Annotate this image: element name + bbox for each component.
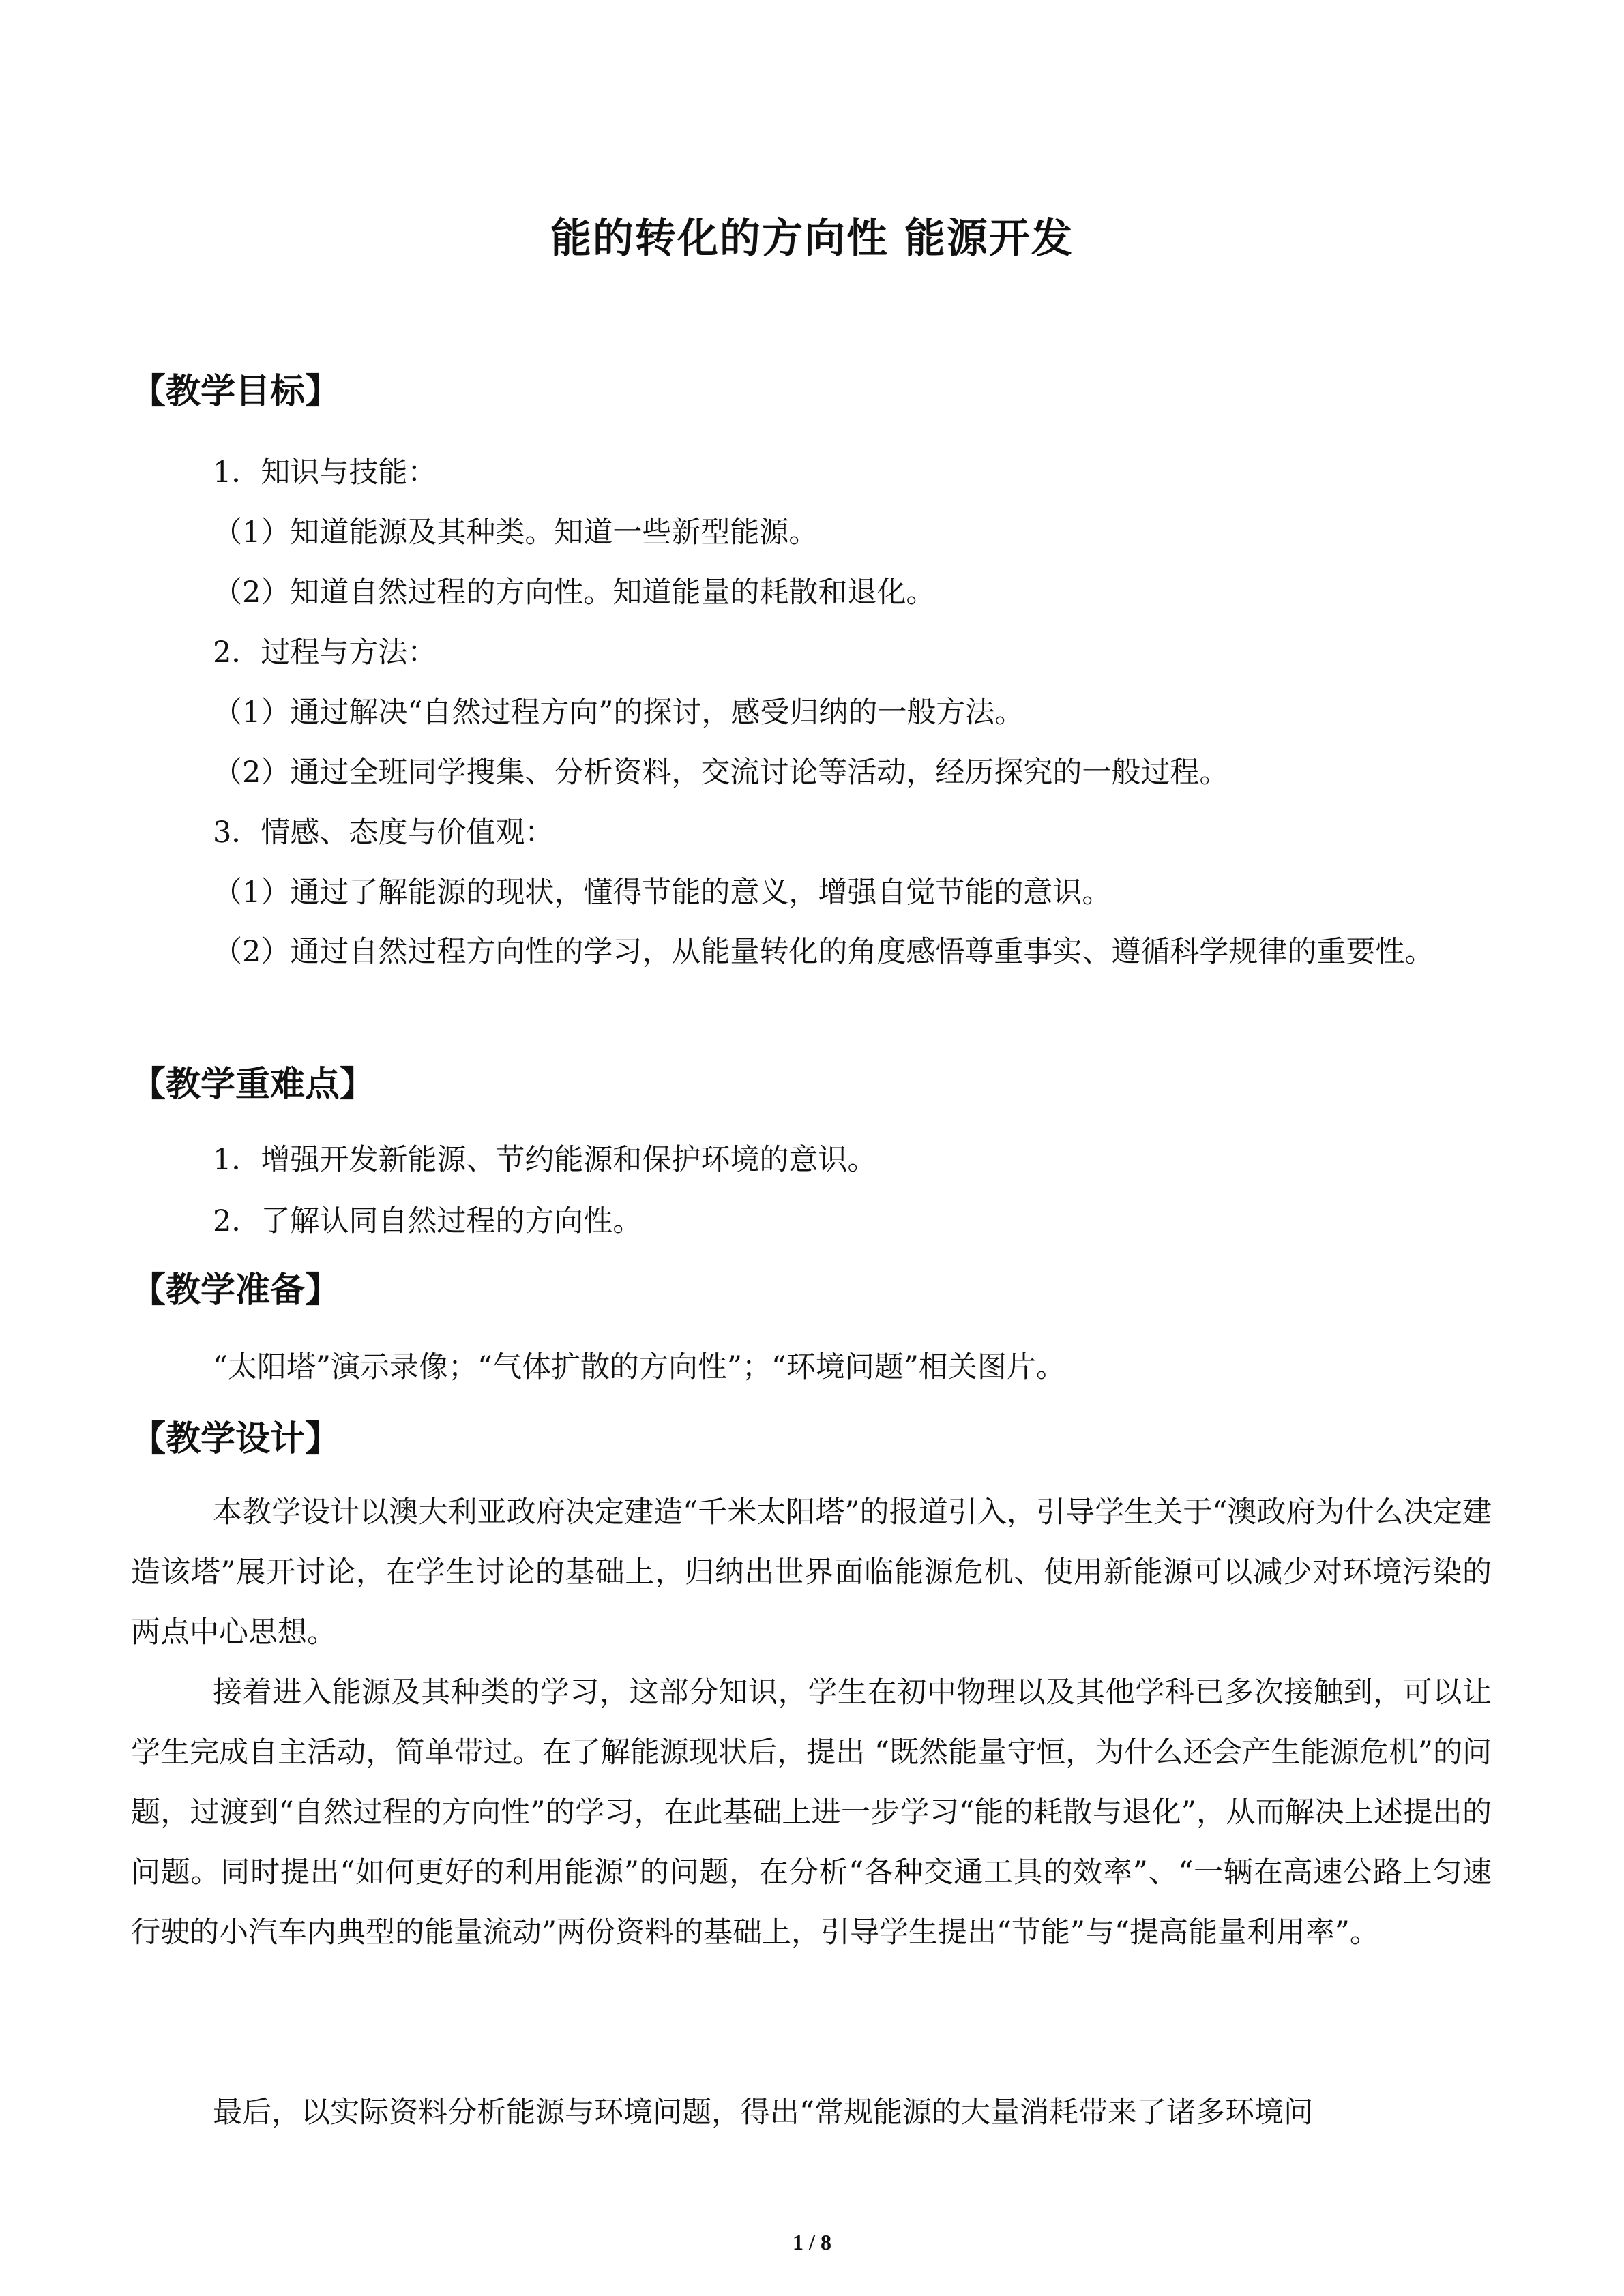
objective-line: 1．知识与技能： bbox=[213, 456, 437, 490]
key-points-heading: 【教学重难点】 bbox=[131, 1064, 375, 1105]
key-point-line: 2．了解认同自然过程的方向性。 bbox=[213, 1204, 643, 1238]
preparation-heading: 【教学准备】 bbox=[131, 1270, 340, 1311]
preparation-text: “太阳塔”演示录像；“气体扩散的方向性”；“环境问题”相关图片。 bbox=[213, 1350, 1065, 1384]
objective-line: 3．情感、态度与价值观： bbox=[213, 816, 555, 850]
objective-paragraph: （2）通过自然过程方向性的学习，从能量转化的角度感悟尊重事实、遵循科学规律的重要性。 bbox=[213, 935, 1434, 969]
design-heading: 【教学设计】 bbox=[131, 1419, 340, 1459]
page-number: 1 / 8 bbox=[793, 2230, 831, 2254]
design-paragraph: 接着进入能源及其种类的学习，这部分知识，学生在初中物理以及其他学科已多次接触到，可以让学生完成自主活动，简单带过。在了解能源现状后，提出 “既然能量守恒，为什么还会产生能源危机”的问题，过渡到“自然过程的方向性”的学习，在此基础上进一步学习“能的耗散与退化”，从而解决上述提出的问题。同时提出“如何更好的利用能源”的问题，在分析“各种交通工具的效率”、“一辆在高速公路上匀速行驶的小汽车内典型的能量流动”两份资料的基础上，引导学生提出“节能”与“提高能量利用率”。 bbox=[131, 1675, 1492, 1950]
objective-line: （1）通过了解能源的现状，懂得节能的意义，增强自觉节能的意识。 bbox=[213, 876, 1112, 910]
design-paragraph: 最后，以实际资料分析能源与环境问题，得出“常规能源的大量消耗带来了诸多环境问 bbox=[213, 2096, 1313, 2130]
page-title: 能的转化的方向性 能源开发 bbox=[550, 215, 1074, 263]
design-paragraph: 本教学设计以澳大利亚政府决定建造“千米太阳塔”的报道引入，引导学生关于“澳政府为什么决定建造该塔”展开讨论，在学生讨论的基础上，归纳出世界面临能源危机、使用新能源可以减少对环境污染的两点中心思想。 bbox=[131, 1495, 1492, 1650]
objective-line: （1）通过解决“自然过程方向”的探讨，感受归纳的一般方法。 bbox=[213, 696, 1024, 730]
objective-line: 2．过程与方法： bbox=[213, 636, 437, 670]
objective-line: （2）知道自然过程的方向性。知道能量的耗散和退化。 bbox=[213, 576, 936, 610]
objective-line: （1）知道能源及其种类。知道一些新型能源。 bbox=[213, 516, 818, 550]
key-point-line: 1．增强开发新能源、节约能源和保护环境的意识。 bbox=[213, 1143, 877, 1177]
objective-line: （2）通过全班同学搜集、分析资料，交流讨论等活动，经历探究的一般过程。 bbox=[213, 756, 1229, 790]
objectives-heading: 【教学目标】 bbox=[131, 372, 340, 412]
